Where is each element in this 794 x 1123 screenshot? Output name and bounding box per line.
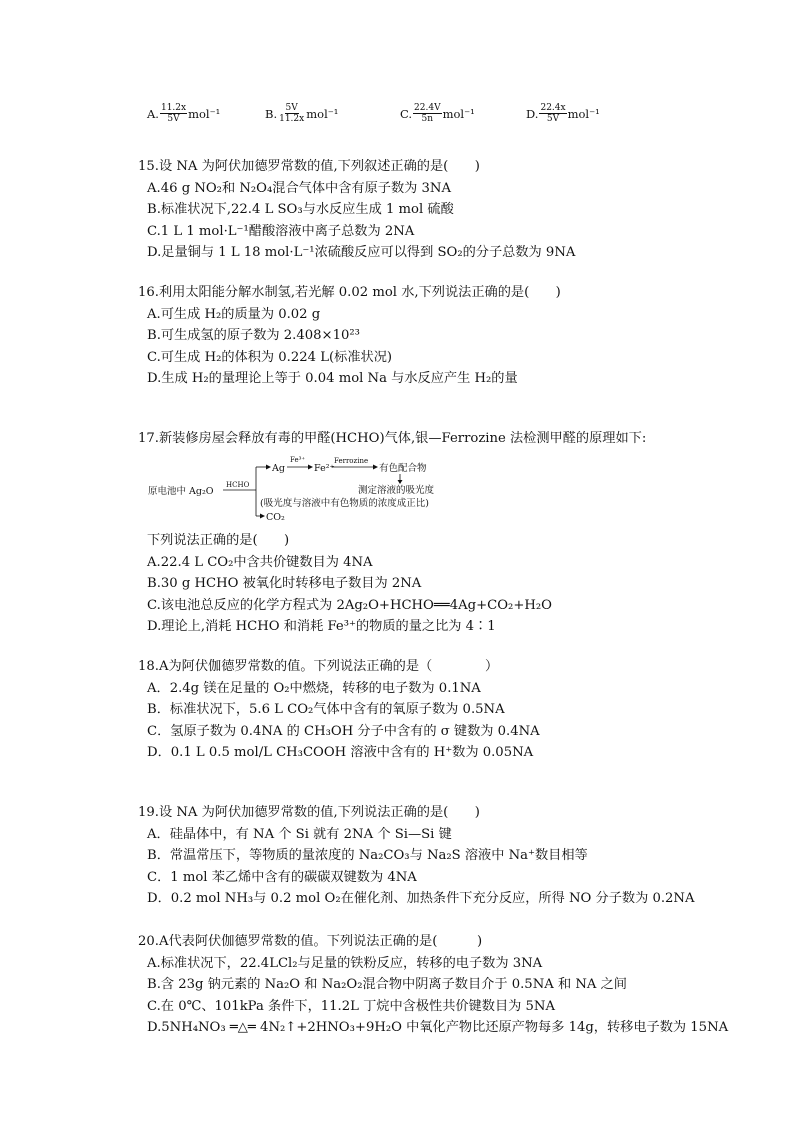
denominator: 5V <box>167 114 180 124</box>
option-letter: C. <box>400 106 413 121</box>
fraction <box>278 103 305 124</box>
option-b: B.30 g HCHO 被氧化时转移电子数目为 2NA <box>147 576 422 592</box>
arrow-head <box>398 480 403 484</box>
option-a: A.22.4 L CO₂中含共价键数目为 4NA <box>147 554 373 570</box>
question-15 <box>138 156 575 264</box>
option-c: C.在 0℃、101kPa 条件下，11.2L 丁烷中含极性共价键数目为 5NA <box>147 998 555 1014</box>
option-a: A.标准状况下，22.4LCl₂与足量的铁粉反应，转移的电子数为 3NA <box>147 955 543 971</box>
diagram-fe3: Fe³⁺ <box>290 456 306 464</box>
unit: mol⁻¹ <box>567 106 600 121</box>
fraction <box>160 103 187 124</box>
question-17-options <box>138 530 552 638</box>
numerator: 11.2x <box>160 103 187 113</box>
question-substem: 下列说法正确的是( ) <box>147 533 290 548</box>
q14-option-d <box>526 103 600 124</box>
q17-reaction-diagram <box>148 456 648 526</box>
diagram-reagent: HCHO <box>226 481 250 489</box>
option-c: C．氢原子数为 0.4NA 的 CH₃OH 分子中含有的 σ 键数为 0.4NA <box>147 723 540 739</box>
option-a: A.46 g NO₂和 N₂O₄混合气体中含有原子数为 3NA <box>147 180 451 196</box>
question-stem: 16.利用太阳能分解水制氢,若光解 0.02 mol 水,下列说法正确的是( ) <box>138 285 561 300</box>
diagram-start: 原电池中 Ag₂O <box>148 486 214 497</box>
option-b: B.含 23g 钠元素的 Na₂O 和 Na₂O₂混合物中阴离子数目介于 0.5NA 和 NA 之间 <box>147 977 627 993</box>
question-17 <box>138 428 646 450</box>
option-letter: D. <box>526 106 539 121</box>
option-c: C.1 L 1 mol·L⁻¹醋酸溶液中离子总数为 2NA <box>147 223 415 239</box>
arrow-head <box>266 465 271 470</box>
option-c: C.可生成 H₂的体积为 0.224 L(标准状况) <box>147 349 393 365</box>
diagram-co2: CO₂ <box>266 512 285 523</box>
option-d: D.足量铜与 1 L 18 mol·L⁻¹浓硫酸反应可以得到 SO₂的分子总数为 9NA <box>147 245 576 261</box>
q14-option-b <box>265 103 338 124</box>
option-c: C.该电池总反应的化学方程式为 2Ag₂O+HCHO══4Ag+CO₂+H₂O <box>147 597 552 613</box>
question-stem: 18.A为阿伏伽德罗常数的值。下列说法正确的是（ ） <box>138 659 499 674</box>
reaction-flow-svg <box>148 456 648 526</box>
option-a: A．2.4g 镁在足量的 O₂中燃烧，转移的电子数为 0.1NA <box>147 680 481 696</box>
question-stem: 20.A代表阿伏伽德罗常数的值。下列说法正确的是( ) <box>138 934 483 949</box>
option-c: C．1 mol 苯乙烯中含有的碳碳双键数为 4NA <box>147 869 417 885</box>
option-d: D.理论上,消耗 HCHO 和消耗 Fe³⁺的物质的量之比为 4∶1 <box>147 619 496 635</box>
arrow-head <box>373 465 378 470</box>
option-d: D．0.2 mol NH₃与 0.2 mol O₂在催化剂、加热条件下充分反应，所得 NO 分子数为 0.2NA <box>147 891 695 907</box>
option-letter: B. <box>265 106 278 121</box>
option-b: B.标准状况下,22.4 L SO₃与水反应生成 1 mol 硫酸 <box>147 202 454 218</box>
question-stem: 15.设 NA 为阿伏加德罗常数的值,下列叙述正确的是( ) <box>138 159 480 174</box>
option-d: D.5NH₄NO₃ ═△═ 4N₂↑+2HNO₃+9H₂O 中氧化产物比还原产物每多 14g，转移电子数为 15NA <box>147 1020 729 1036</box>
numerator: 22.4x <box>540 103 566 113</box>
fraction <box>539 103 566 124</box>
option-d: D．0.1 L 0.5 mol/L CH₃COOH 溶液中含有的 H⁺数为 0.05NA <box>147 745 534 761</box>
question-16 <box>138 282 561 390</box>
unit: mol⁻¹ <box>188 106 221 121</box>
question-stem: 17.新装修房屋会释放有毒的甲醛(HCHO)气体,银—Ferrozine 法检测甲醛的原理如下: <box>138 431 647 446</box>
question-18 <box>138 656 540 764</box>
option-b: B．常温常压下，等物质的量浓度的 Na₂CO₃与 Na₂S 溶液中 Na⁺数目相等 <box>147 848 588 864</box>
unit: mol⁻¹ <box>442 106 475 121</box>
arrow-head <box>260 514 265 519</box>
diagram-note: (吸光度与溶液中有色物质的浓度成正比) <box>260 498 429 509</box>
option-a: A．硅晶体中，有 NA 个 Si 就有 2NA 个 Si—Si 键 <box>147 826 452 842</box>
denominator: 5n <box>421 114 434 124</box>
unit: mol⁻¹ <box>306 106 339 121</box>
fraction <box>413 103 442 124</box>
option-letter: A. <box>147 106 159 121</box>
question-19 <box>138 802 695 910</box>
denominator: 5V <box>546 114 560 124</box>
q14-option-a <box>147 103 220 124</box>
option-b: B.可生成氢的原子数为 2.408×10²³ <box>147 328 360 344</box>
diagram-fe2: Fe²⁺ <box>314 463 335 474</box>
question-stem: 19.设 NA 为阿伏加德罗常数的值,下列说法正确的是( ) <box>138 805 480 820</box>
denominator: 11.2x <box>279 114 305 124</box>
numerator: 22.4V <box>414 103 441 113</box>
q14-option-c <box>400 103 475 124</box>
diagram-ferrozine: Ferrozine <box>334 457 369 465</box>
numerator: 5V <box>285 103 298 113</box>
option-d: D.生成 H₂的量理论上等于 0.04 mol Na 与水反应产生 H₂的量 <box>147 371 518 387</box>
diagram-measure: 测定溶液的吸光度 <box>358 485 435 496</box>
diagram-ag: Ag <box>272 463 285 474</box>
option-a: A.可生成 H₂的质量为 0.02 g <box>147 306 321 322</box>
question-20 <box>138 931 728 1039</box>
diagram-complex: 有色配合物 <box>379 463 427 474</box>
arrow-head <box>308 465 313 470</box>
option-b: B．标准状况下，5.6 L CO₂气体中含有的氧原子数为 0.5NA <box>147 702 505 718</box>
